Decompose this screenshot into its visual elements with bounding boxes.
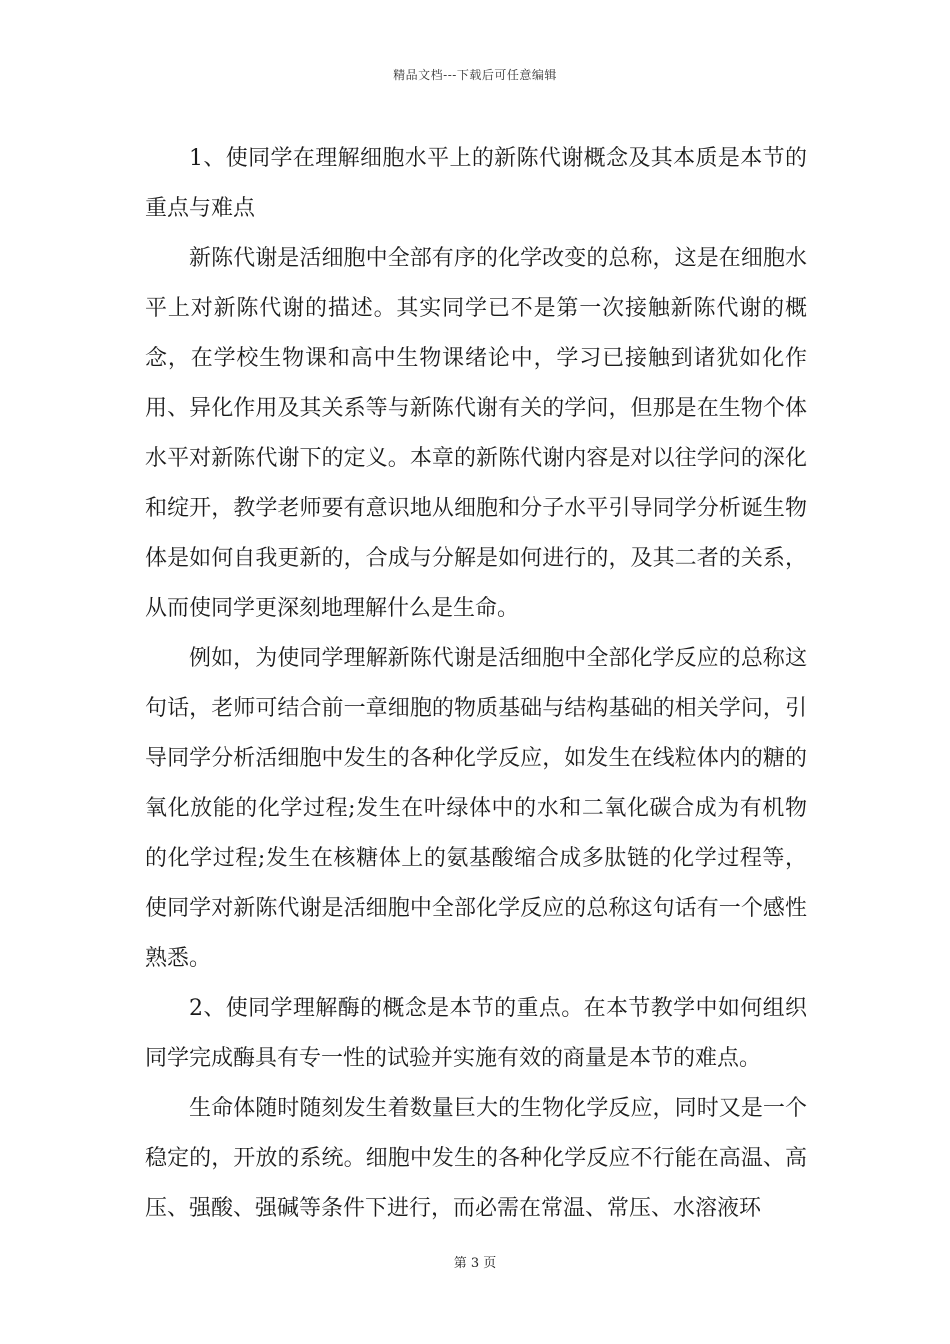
paragraph-5: 生命体随时随刻发生着数量巨大的生物化学反应，同时又是一个稳定的，开放的系统。细胞中发生的各种化学反应不行能在高温、高压、强酸、强碱等条件下进行，而必需在常温、常压、水溶液环 [145, 1096, 807, 1221]
page-number: 第 3 页 [453, 1256, 497, 1271]
page-header: 精品文档---下载后可任意编辑 [393, 68, 557, 82]
paragraph-2: 新陈代谢是活细胞中全部有序的化学改变的总称，这是在细胞水平上对新陈代谢的描述。其实同学已不是第一次接触新陈代谢的概念，在学校生物课和高中生物课绪论中，学习已接触到诸犹如化作用、异化作用及其关系等与新陈代谢有关的学问，但那是在生物个体水平对新陈代谢下的定义。本章的新陈代谢内容是对以往学问的深化和绽开，教学老师要有意识地从细胞和分子水平引导同学分析诞生物体是如何自我更新的，合成与分解是如何进行的，及其二者的关系，从而使同学更深刻地理解什么是生命。 [145, 246, 807, 621]
paragraph-4: 2、使同学理解酶的概念是本节的重点。在本节教学中如何组织同学完成酶具有专一性的试验并实施有效的商量是本节的难点。 [145, 996, 807, 1071]
paragraph-1: 1、使同学在理解细胞水平上的新陈代谢概念及其本质是本节的重点与难点 [145, 146, 807, 221]
paragraph-3: 例如，为使同学理解新陈代谢是活细胞中全部化学反应的总称这句话，老师可结合前一章细胞的物质基础与结构基础的相关学问，引导同学分析活细胞中发生的各种化学反应，如发生在线粒体内的糖的氧化放能的化学过程;发生在叶绿体中的水和二氧化碳合成为有机物的化学过程;发生在核糖体上的氨基酸缩合成多肽链的化学过程等，使同学对新陈代谢是活细胞中全部化学反应的总称这句话有一个感性熟悉。 [145, 646, 807, 971]
document-body [145, 134, 807, 1234]
